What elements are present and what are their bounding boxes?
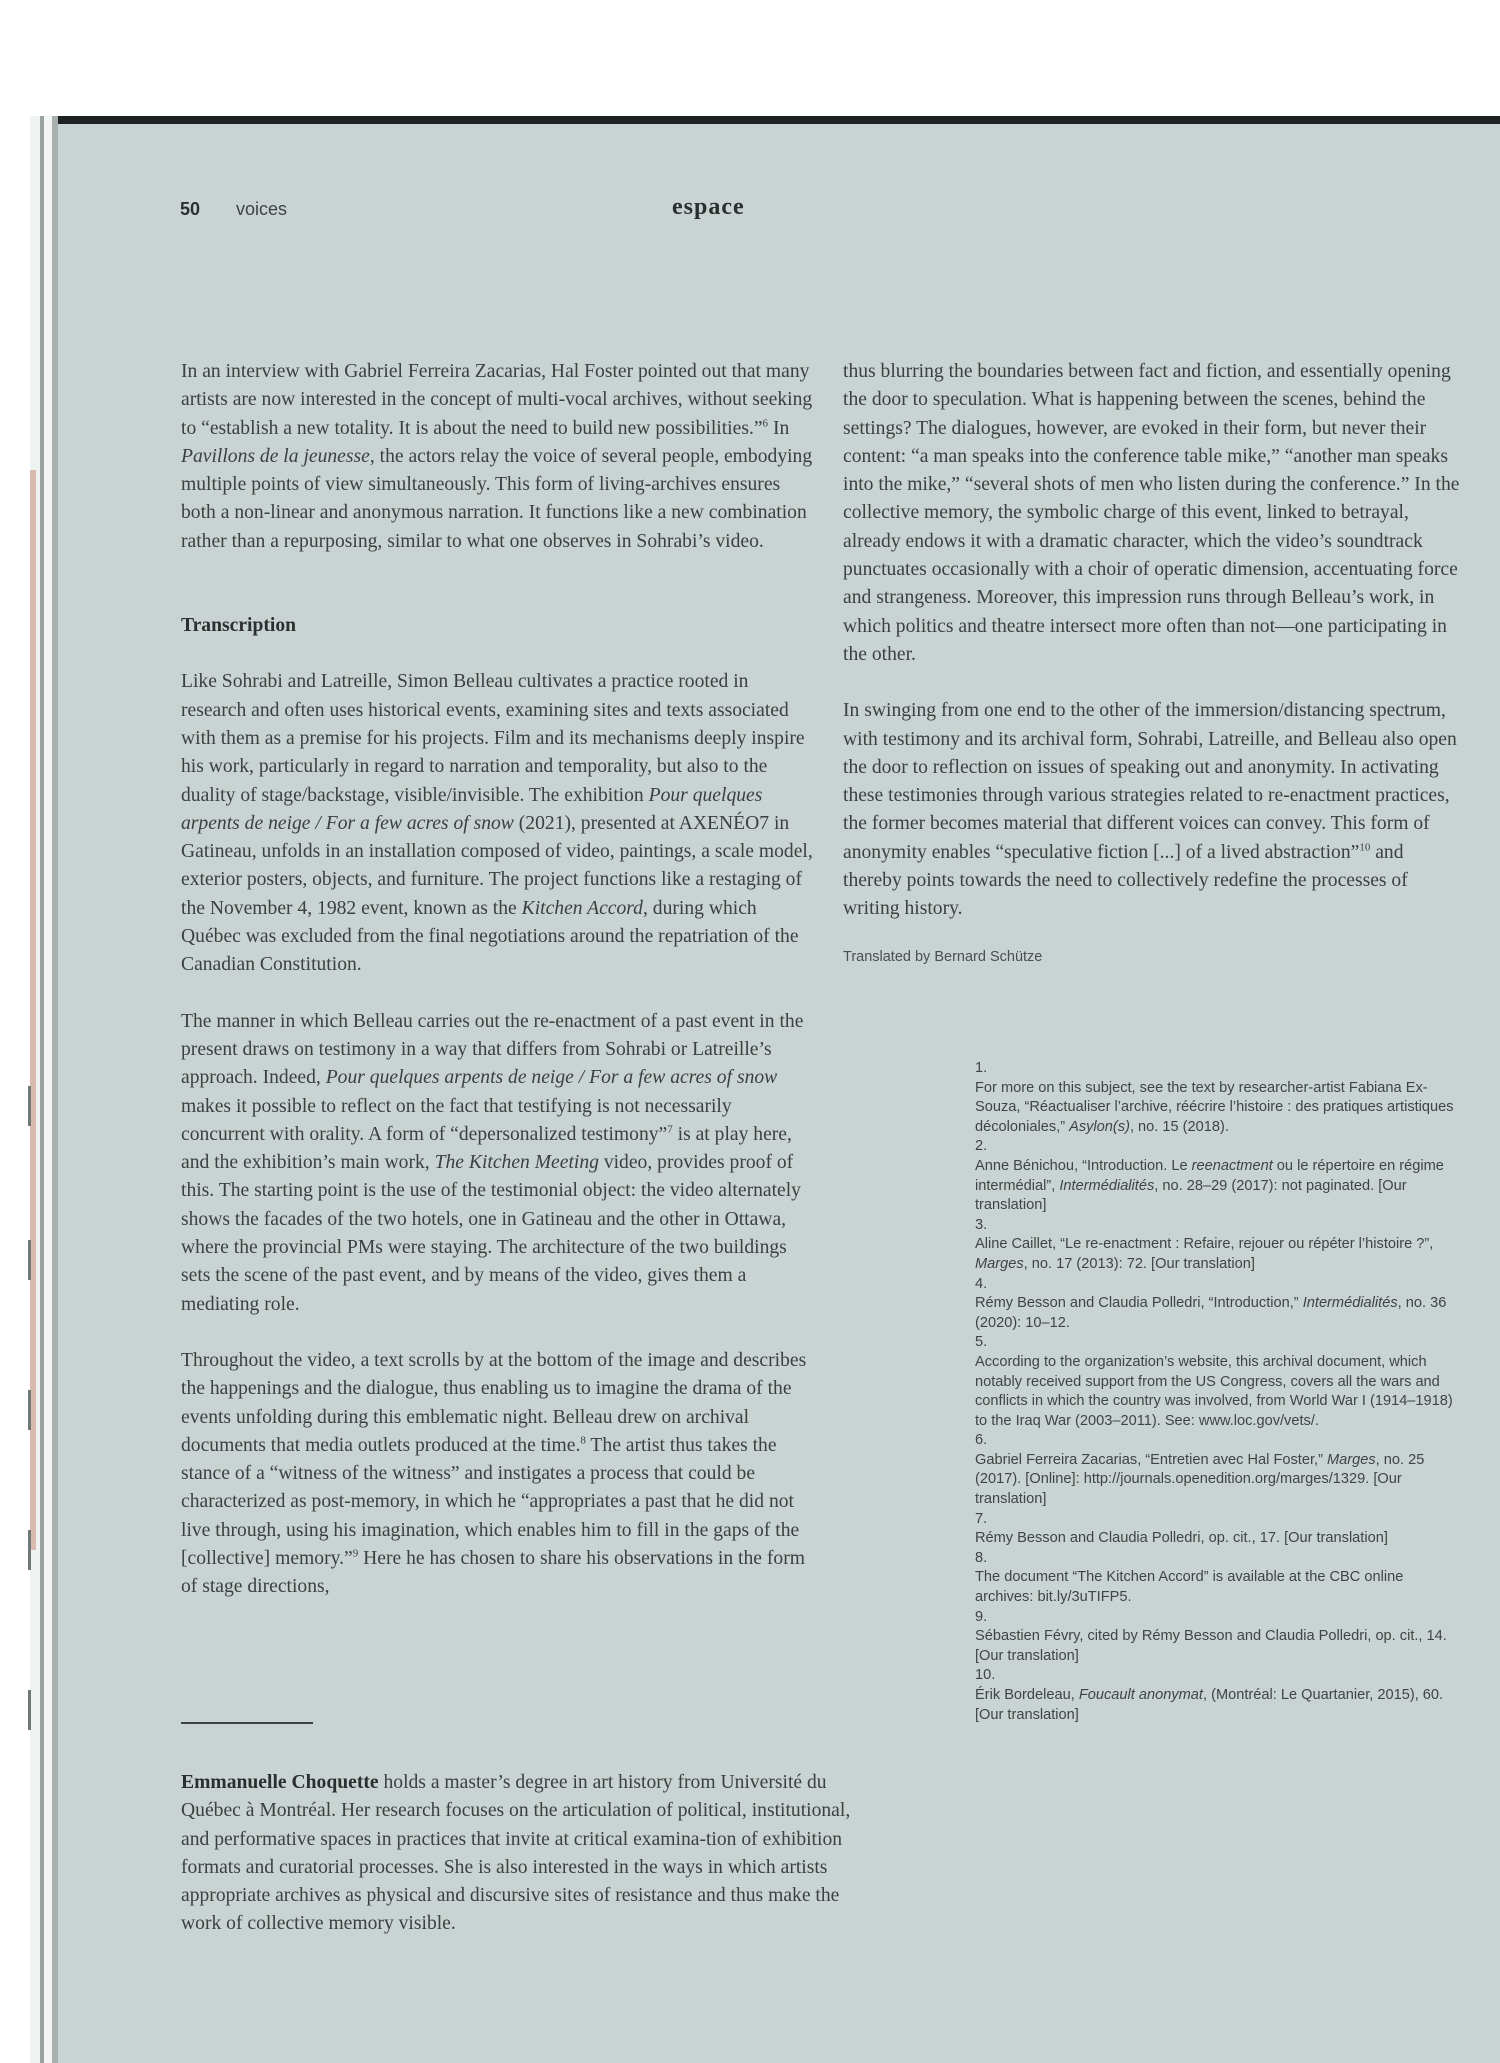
footnote-number: 4. xyxy=(975,1275,988,1292)
footnote-text: Rémy Besson and Claudia Polledri, op. cit., 17. [Our translation] xyxy=(975,1530,1388,1547)
page-edge-tick xyxy=(28,1530,31,1570)
paragraph: In swinging from one end to the other of the immersion/distancing spectrum, with testimony and its archival form, Sohrabi, Latreille, and Belleau also open the door to reflection on issues of speaking out and anonymity. In activating these testimonies through various strategies related to re-enactment practices, the former becomes material that different voices can convey. This form of anonymity enables “speculative fiction [...] of a lived abstraction”$^{10}$ and thereby points towards the need to collectively redefine the processes of writing history. xyxy=(843,700,1457,920)
paragraph: Throughout the video, a text scrolls by at the bottom of the image and describes the happenings and the dialogue, thus enabling us to imagine the drama of the events unfolding during this emblematic night. Belleau drew on archival documents that media outlets produced at the time.$^8$ The artist thus takes the stance of a “witness of the witness” and instigates a process that could be characterized as post-memory, in which he “appropriates a past that he did not live through, using his imagination, which enables him to fill in the gaps of the [collective] memory.”$^9$ Here he has chosen to share his observations in the form of stage directions, xyxy=(181,1349,807,1598)
footnote-number: 7. xyxy=(975,1510,988,1527)
footnote-item xyxy=(975,1275,1465,1334)
footnotes xyxy=(975,1059,1465,1725)
footnote-text: Érik Bordeleau, Foucault anonymat, (Montréal: Le Quartanier, 2015), 60. [Our translation] xyxy=(975,1687,1444,1723)
footnote-number: 2. xyxy=(975,1138,988,1155)
footnote-text: According to the organization’s website, this archival document, which notably received support from the US Congress, covers all the wars and conflicts in which the country was involved, from World War I (1914–1918) to the Iraq War (2003–2011). See: www.loc.gov/vets/. xyxy=(975,1353,1453,1429)
footnote-item xyxy=(975,1549,1465,1608)
footnote-ref[interactable]: 8 xyxy=(580,1434,586,1447)
page-edge-tick xyxy=(28,1390,31,1430)
footnote-number: 6. xyxy=(975,1432,988,1449)
footnote-text: Rémy Besson and Claudia Polledri, “Introduction,” Intermédialités, no. 36 (2020): 10–12. xyxy=(975,1295,1447,1331)
page-edge-tick xyxy=(28,1690,31,1730)
translator-credit: Translated by Bernard Schütze xyxy=(843,949,1043,965)
paragraph: Like Sohrabi and Latreille, Simon Belleau cultivates a practice rooted in research and often uses historical events, examining sites and texts associated with them as a premise for his projects. Film and its mechanisms deeply inspire his work, particularly in regard to narration and temporality, but also to the duality of stage/backstage, visible/invisible. The exhibition Pour quelques arpents de neige / For a few acres of snow (2021), presented at AXENÉO7 in Gatineau, unfolds in an installation composed of video, paintings, a scale model, exterior posters, objects, and furniture. The project functions like a restaging of the November 4, 1982 event, known as the Kitchen Accord, during which Québec was excluded from the final negotiations around the repatriation of the Canadian Constitution. xyxy=(181,671,813,976)
footnote-ref[interactable]: 7 xyxy=(667,1123,673,1136)
author-bio xyxy=(181,1769,881,1939)
bio-divider xyxy=(181,1722,313,1724)
footnote-item xyxy=(975,1608,1465,1667)
article-left-column xyxy=(181,358,817,1630)
page-edge-color-strip xyxy=(30,470,36,1550)
author-name: Emmanuelle Choquette xyxy=(181,1772,379,1793)
article-right-column xyxy=(843,358,1463,952)
footnote-item xyxy=(975,1216,1465,1275)
footnote-ref[interactable]: 9 xyxy=(352,1547,359,1560)
footnote-item xyxy=(975,1333,1465,1431)
page-edge-tick xyxy=(28,1086,31,1126)
footnote-number: 8. xyxy=(975,1549,988,1566)
author-bio-text: holds a master’s degree in art history from Université du Québec à Montréal. Her research focuses on the articulation of political, institutional, and performative spaces in practices that invite at critical examina-tion of exhibition formats and curatorial processes. She is also interested in the ways in which artists appropriate archives as physical and discursive sites of resistance and thus make the work of collective memory visible. xyxy=(181,1772,851,1935)
footnote-item xyxy=(975,1059,1465,1137)
footnote-item xyxy=(975,1666,1465,1725)
footnote-number: 5. xyxy=(975,1334,988,1351)
footnote-number: 10. xyxy=(975,1667,996,1684)
section-label: voices xyxy=(236,199,288,219)
paragraph: In an interview with Gabriel Ferreira Zacarias, Hal Foster pointed out that many artists are now interested in the concept of multi-vocal archives, without seeking to “establish a new totality. It is about the need to build new possibilities.”$^6$ In Pavillons de la jeunesse, the actors relay the voice of several people, embodying multiple points of view simultaneously. This form of living-archives ensures both a non-linear and anonymous narration. It functions like a new combination rather than a repurposing, similar to what one observes in Sohrabi’s video. xyxy=(181,361,813,552)
footnote-ref[interactable]: 6 xyxy=(762,417,769,430)
footnote-text: Aline Caillet, “Le re-enactment : Refaire, rejouer ou répéter l’histoire ?”, Marges, no. 17 (2013): 72. [Our translation] xyxy=(975,1236,1434,1272)
footnote-number: 3. xyxy=(975,1216,988,1233)
footnote-text: Anne Bénichou, “Introduction. Le reenactment ou le répertoire en régime intermédial”, Intermédialités, no. 28–29 (2017): not paginated. [Our translation] xyxy=(975,1157,1444,1214)
footnote-text: The document “The Kitchen Accord” is available at the CBC online archives: bit.ly/3uTIFP5. xyxy=(975,1569,1404,1606)
footnote-text: Gabriel Ferreira Zacarias, “Entretien avec Hal Foster,” Marges, no. 25 (2017). [Online]: http://journals.openedition.org/marges/1329. [Our translation] xyxy=(975,1451,1425,1508)
footnote-ref[interactable]: 10 xyxy=(1359,841,1371,854)
footnote-text: For more on this subject, see the text by researcher-artist Fabiana Ex-Souza, “Réactualiser l’archive, réécrire l’histoire : des pratiques artistiques décoloniales,” Asylon(s), no. 15 (2018). xyxy=(975,1079,1454,1135)
paragraph: The manner in which Belleau carries out the re-enactment of a past event in the present draws on testimony in a way that differs from Sohrabi or Latreille’s approach. Indeed, Pour quelques arpents de neige / For a few acres of snow makes it possible to reflect on the fact that testifying is not necessarily concurrent with orality. A form of “depersonalized testimony”$^7$ is at play here, and the exhibition’s main work, The Kitchen Meeting video, provides proof of this. The starting point is the use of the testimonial object: the video alternately shows the facades of the two hotels, one in Gatineau and the other in Ottawa, where the provincial PMs were staying. The architecture of the two buildings sets the scene of the past event, and by means of the video, gives them a mediating role. xyxy=(181,1010,804,1315)
footnote-text: Sébastien Févry, cited by Rémy Besson and Claudia Polledri, op. cit., 14. [Our translation] xyxy=(975,1628,1447,1664)
footnote-number: 1. xyxy=(975,1060,988,1076)
footnote-number: 9. xyxy=(975,1608,988,1625)
footnote-item xyxy=(975,1510,1465,1549)
footnote-item xyxy=(975,1431,1465,1509)
footnote-item xyxy=(975,1137,1465,1215)
page-spine-shadow xyxy=(52,116,58,2063)
paragraph: thus blurring the boundaries between fact and fiction, and essentially opening the door to speculation. What is happening between the scenes, behind the settings? The dialogues, however, are evoked in their form, but never their content: “a man speaks into the conference table mike,” “another man speaks into the mike,” “several shots of men who listen during the conference.” In the collective memory, the symbolic charge of this event, linked to betrayal, already endows it with a dramatic character, which the video’s soundtrack punctuates occasionally with a choir of operatic dimension, accentuating force and strangeness. Moreover, this impression runs through Belleau’s work, in which politics and theatre intersect more often than not—one participating in the other. xyxy=(843,361,1460,665)
page-edge-tick xyxy=(28,1240,31,1280)
page-spine-highlight xyxy=(44,116,52,2063)
magazine-logo: espace xyxy=(672,194,745,220)
page-number: 50 xyxy=(180,199,201,219)
section-heading: Transcription xyxy=(181,615,297,637)
